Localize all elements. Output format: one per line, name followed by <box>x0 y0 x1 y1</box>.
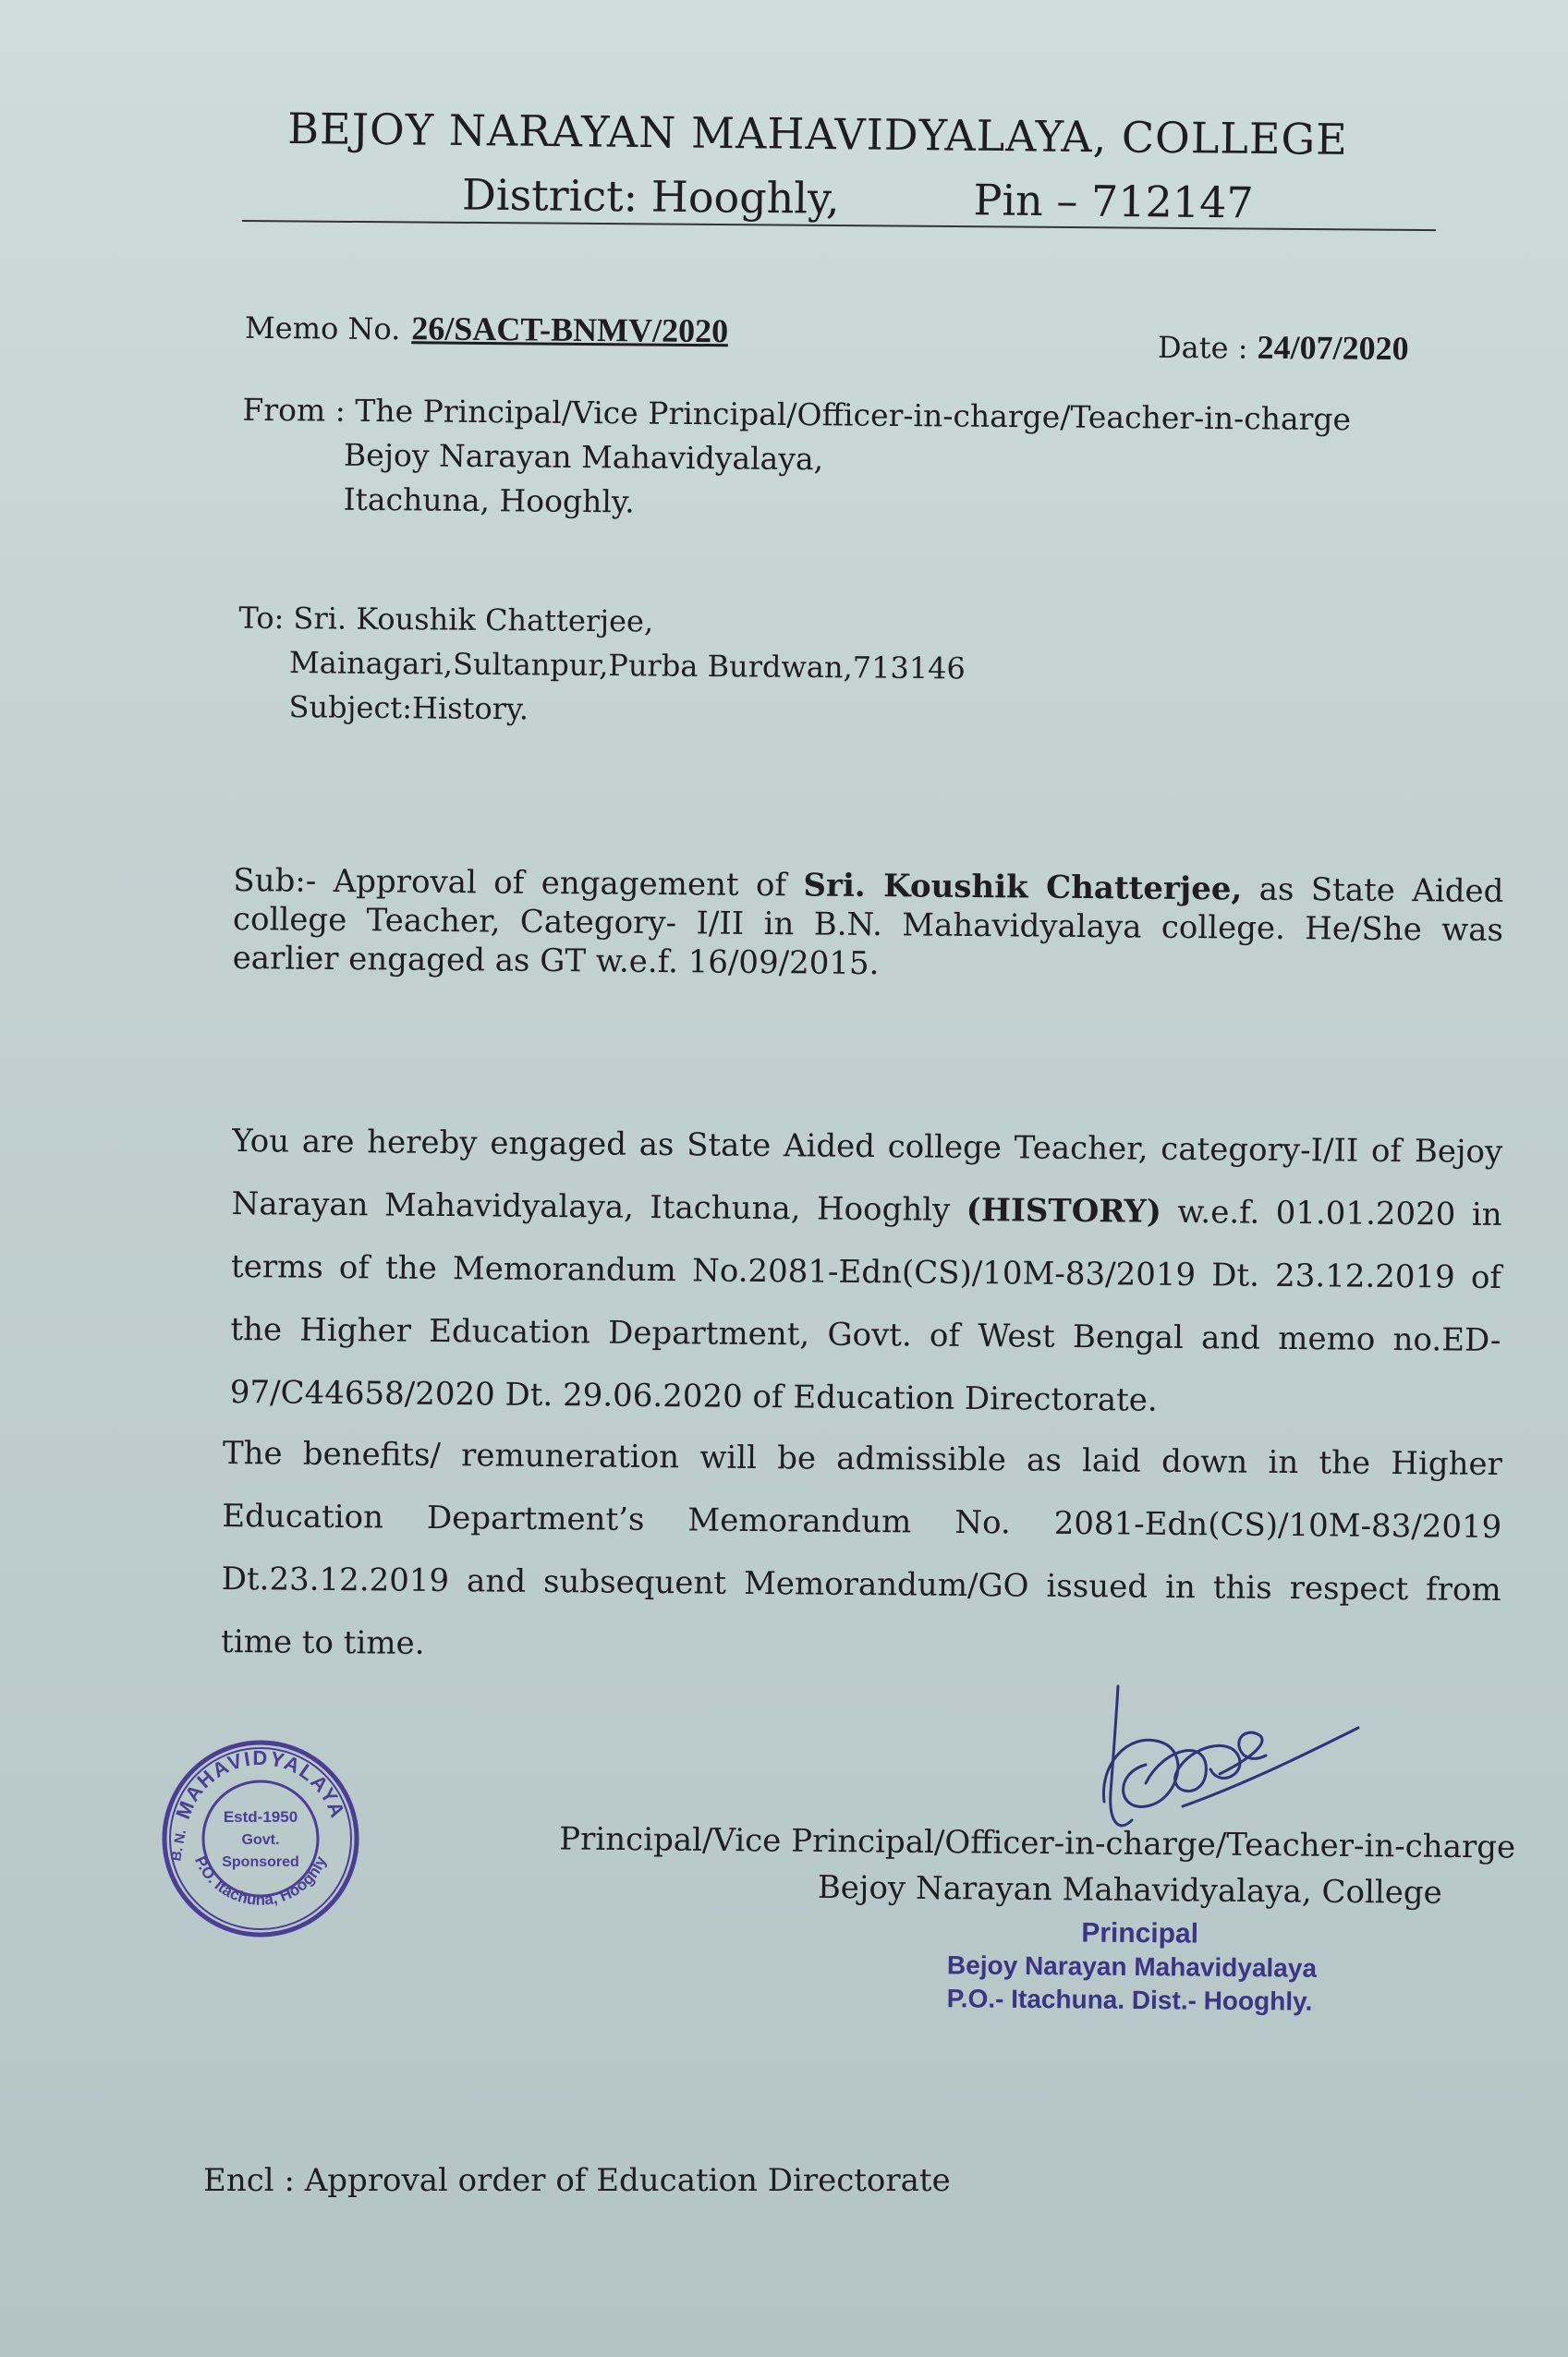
from-line-3: Itachuna, Hooghly. <box>343 480 635 520</box>
seal-center-1: Estd-1950 <box>223 1808 298 1826</box>
subject-name: Sri. Koushik Chatterjee, <box>803 867 1243 908</box>
signature-icon <box>1090 1682 1367 1839</box>
signatory-line-1: Principal/Vice Principal/Officer-in-charge/Teacher-in-charge <box>559 1820 1516 1866</box>
from-block <box>241 388 1351 530</box>
enclosure-line: Encl : Approval order of Education Directorate <box>203 2162 951 2199</box>
subject-paragraph <box>232 861 1503 989</box>
date-label: Date : <box>1157 329 1248 366</box>
seal-ring-left: B. N. <box>168 1828 189 1863</box>
signatory-block <box>559 1816 1516 1916</box>
from-line-2: Bejoy Narayan Mahavidyalaya, <box>343 436 824 478</box>
to-line-3: Subject:History. <box>288 689 529 727</box>
signatory-line-2: Bejoy Narayan Mahavidyalaya, College <box>817 1868 1442 1912</box>
district: District: Hooghly, <box>461 169 840 224</box>
stamp-line-1: Principal <box>1081 1917 1199 1950</box>
to-line-2: Mainagari,Sultanpur,Purba Burdwan,713146 <box>288 645 966 686</box>
memo-label: Memo No. <box>244 310 401 347</box>
to-block <box>237 596 966 735</box>
seal-ring-top: MAHAVIDYALAYA <box>171 1745 350 1823</box>
seal-center-3: Sponsored <box>222 1854 299 1870</box>
engagement-paragraph <box>230 1110 1503 1435</box>
stamp-line-2: Bejoy Narayan Mahavidyalaya <box>946 1950 1318 1983</box>
benefits-paragraph: The benefits/ remuneration will be admissible as laid down in the Higher Education Department’s Memorandum No. 2081-Edn(CS)/10M-83/2019 Dt.23.12.2019 and subsequent Memorandum/GO issued in this respect from time to time. <box>220 1434 1503 1662</box>
to-line-1: To: Sri. Koushik Chatterjee, <box>238 600 654 639</box>
memo-value: 26/SACT-BNMV/2020 <box>411 310 729 350</box>
body1-part2: w.e.f. 01.01.2020 in terms of the Memorandum No.2081-Edn(CS)/10M-83/2019 Dt. 23.12.2019 of the Higher Education Department, Govt. of West Bengal and memo no.ED-97/C44658/2020 Dt. 29.06.2020 of Education Directorate. <box>229 1193 1502 1419</box>
principal-rubber-stamp <box>947 1915 1318 2018</box>
body1-subject: (HISTORY) <box>966 1191 1162 1231</box>
college-seal-icon <box>159 1737 362 1940</box>
seal-center-2: Govt. <box>241 1832 280 1848</box>
pin-code: Pin – 712147 <box>973 175 1254 228</box>
memo-number <box>245 308 728 351</box>
college-address <box>462 170 1254 228</box>
memo-date <box>1158 327 1409 368</box>
college-name: BEJOY NARAYAN MAHAVIDYALAYA, COLLEGE <box>286 103 1349 165</box>
seal-ring-bottom: P.O. Itachuna, Hooghly <box>191 1853 330 1909</box>
date-value: 24/07/2020 <box>1257 328 1409 368</box>
stamp-line-3: P.O.- Itachuna. Dist.- Hooghly. <box>946 1984 1313 2016</box>
from-line-1: From : The Principal/Vice Principal/Officer-in-charge/Teacher-in-charge <box>242 391 1352 438</box>
subject-suffix: as State Aided college Teacher, Category- I/II in B.N. Mahavidyalaya college. He/She was earlier engaged as GT w.e.f. 16/09/2015. <box>232 870 1504 983</box>
body1-part1: You are hereby engaged as State Aided college Teacher, category-I/II of Bejoy Narayan Mahavidyalaya, Itachuna, Hooghly <box>231 1123 1503 1229</box>
subject-prefix: Sub:- Approval of engagement of <box>233 862 804 905</box>
